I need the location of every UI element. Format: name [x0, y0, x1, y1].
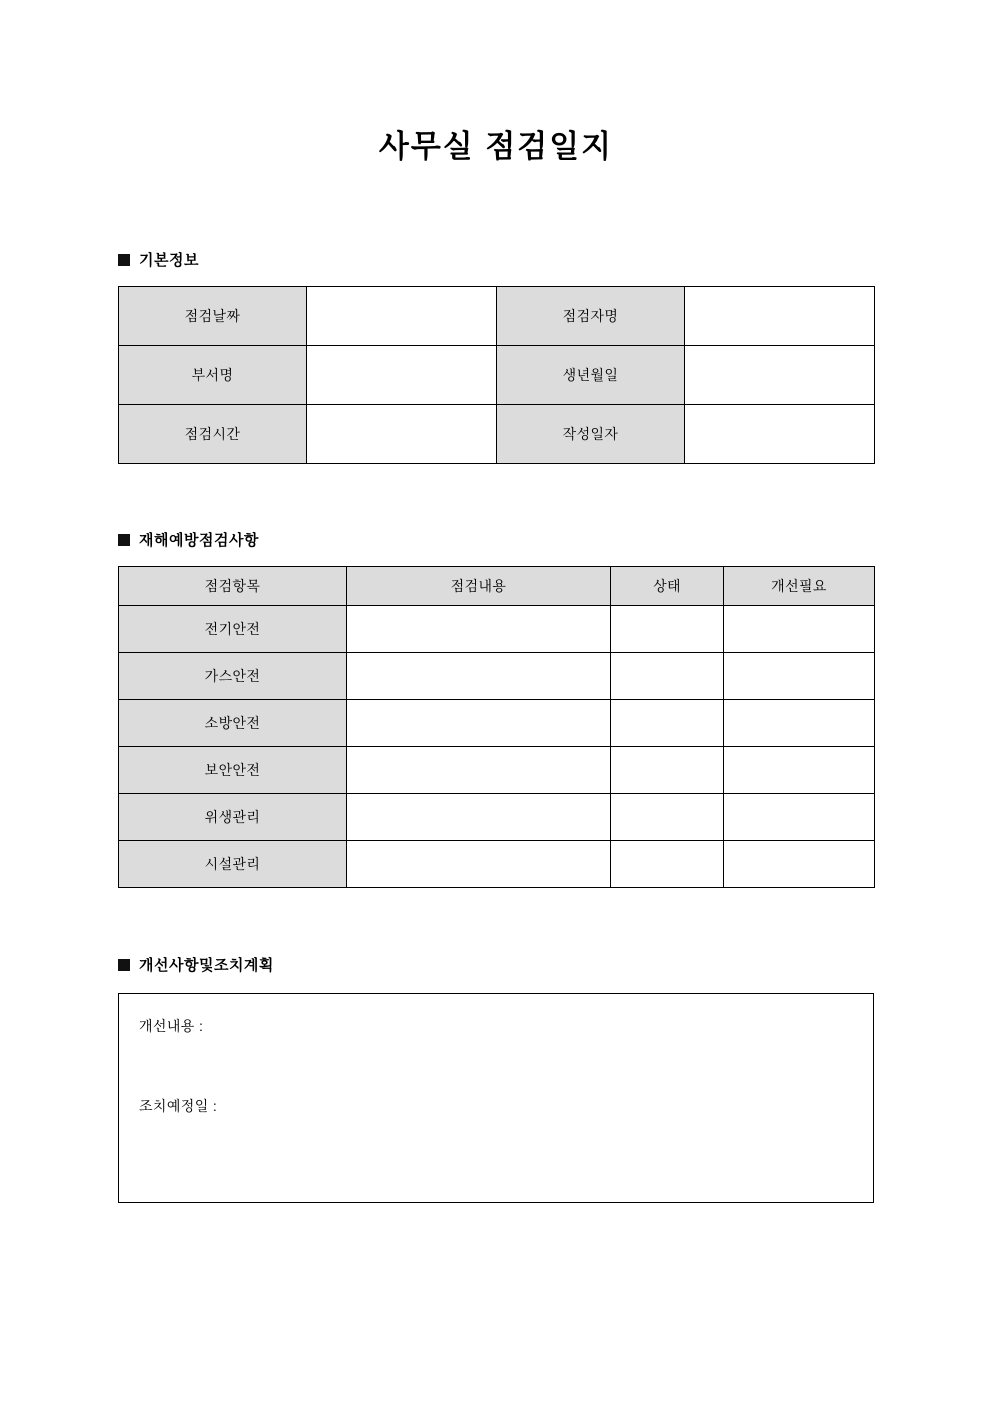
- cell-content-gas-safety[interactable]: [347, 653, 611, 700]
- field-value-inspection-time[interactable]: [307, 405, 497, 464]
- field-label-department: 부서명: [119, 346, 307, 405]
- cell-content-sanitation-management[interactable]: [347, 794, 611, 841]
- cell-improvement-fire-safety[interactable]: [724, 700, 875, 747]
- table-row: [119, 653, 875, 700]
- section-heading-basic-info: [118, 249, 199, 270]
- cell-content-fire-safety[interactable]: [347, 700, 611, 747]
- cell-status-facility-management[interactable]: [611, 841, 724, 888]
- cell-improvement-electrical-safety[interactable]: [724, 606, 875, 653]
- field-value-department[interactable]: [307, 346, 497, 405]
- safety-inspection-table: [118, 566, 875, 888]
- row-label-gas-safety: 가스안전: [119, 653, 347, 700]
- field-value-inspector-name[interactable]: [685, 287, 875, 346]
- field-label-inspector-name: 점검자명: [497, 287, 685, 346]
- section-heading-improvement-plan: [118, 954, 274, 975]
- cell-improvement-facility-management[interactable]: [724, 841, 875, 888]
- column-header-improvement-needed: 개선필요: [724, 567, 875, 606]
- field-label-inspection-date: 점검날짜: [119, 287, 307, 346]
- table-row: [119, 700, 875, 747]
- field-label-written-date: 작성일자: [497, 405, 685, 464]
- cell-content-security-safety[interactable]: [347, 747, 611, 794]
- row-label-facility-management: 시설관리: [119, 841, 347, 888]
- column-header-status: 상태: [611, 567, 724, 606]
- row-label-fire-safety: 소방안전: [119, 700, 347, 747]
- cell-status-security-safety[interactable]: [611, 747, 724, 794]
- table-row: [119, 287, 875, 346]
- table-row: [119, 794, 875, 841]
- cell-status-gas-safety[interactable]: [611, 653, 724, 700]
- cell-improvement-gas-safety[interactable]: [724, 653, 875, 700]
- scheduled-action-date-label: 조치예정일 :: [139, 1098, 218, 1114]
- cell-improvement-security-safety[interactable]: [724, 747, 875, 794]
- page-title: 사무실 점검일지: [378, 129, 614, 164]
- section-heading-label: 재해예방점검사항: [139, 532, 259, 549]
- field-label-birthdate: 생년월일: [497, 346, 685, 405]
- basic-info-table: [118, 286, 875, 464]
- cell-content-electrical-safety[interactable]: [347, 606, 611, 653]
- field-value-written-date[interactable]: [685, 405, 875, 464]
- row-label-electrical-safety: 전기안전: [119, 606, 347, 653]
- row-label-security-safety: 보안안전: [119, 747, 347, 794]
- cell-status-fire-safety[interactable]: [611, 700, 724, 747]
- square-bullet-icon: [118, 254, 130, 266]
- field-label-inspection-time: 점검시간: [119, 405, 307, 464]
- improvement-plan-box[interactable]: [118, 993, 874, 1203]
- field-value-birthdate[interactable]: [685, 346, 875, 405]
- table-row: [119, 346, 875, 405]
- improvement-content-label: 개선내용 :: [139, 1018, 204, 1034]
- table-row: [119, 606, 875, 653]
- cell-status-sanitation-management[interactable]: [611, 794, 724, 841]
- table-row: [119, 747, 875, 794]
- section-heading-safety-inspection: [118, 529, 259, 550]
- row-label-sanitation-management: 위생관리: [119, 794, 347, 841]
- square-bullet-icon: [118, 959, 130, 971]
- table-header-row: [119, 567, 875, 606]
- cell-improvement-sanitation-management[interactable]: [724, 794, 875, 841]
- section-heading-label: 기본정보: [139, 252, 199, 269]
- column-header-content: 점검내용: [347, 567, 611, 606]
- field-value-inspection-date[interactable]: [307, 287, 497, 346]
- cell-status-electrical-safety[interactable]: [611, 606, 724, 653]
- section-heading-label: 개선사항및조치계획: [139, 957, 274, 974]
- cell-content-facility-management[interactable]: [347, 841, 611, 888]
- column-header-item: 점검항목: [119, 567, 347, 606]
- table-row: [119, 841, 875, 888]
- square-bullet-icon: [118, 534, 130, 546]
- table-row: [119, 405, 875, 464]
